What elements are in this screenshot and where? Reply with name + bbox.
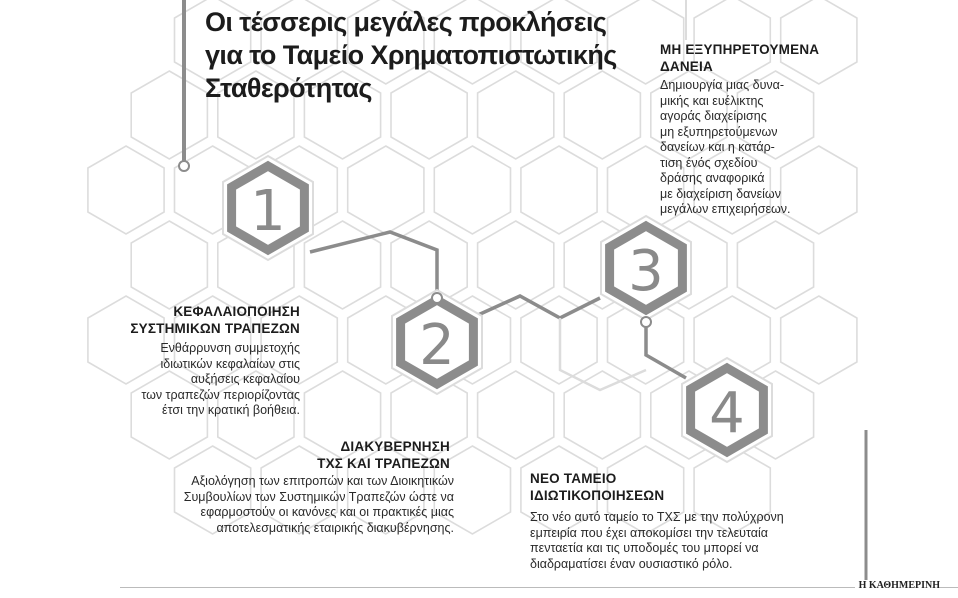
source-logo: Η ΚΑΘΗΜΕΡΙΝΗ bbox=[855, 580, 940, 591]
background-hexagon bbox=[348, 146, 424, 234]
background-hexagon bbox=[131, 221, 207, 309]
challenge-4-heading: ΝΕΟ ΤΑΜΕΙΟ ΙΔΙΩΤΙΚΟΠΟΙΗΣΕΩΝ bbox=[530, 471, 665, 503]
title-line-3: Σταθερότητας bbox=[205, 73, 372, 103]
connector-2-3 bbox=[478, 296, 600, 318]
junction-dot bbox=[179, 161, 189, 171]
background-hexagon bbox=[521, 146, 597, 234]
background-hexagon bbox=[88, 146, 164, 234]
connector-1-2 bbox=[310, 232, 437, 298]
challenge-1-text: Ενθάρρυνση συμμετοχής ιδιωτικών κεφαλαίων στις αυξήσεις κεφαλαίου των τραπεζών περιορίζοντας έτσι την κρατική βοήθεια. bbox=[141, 341, 300, 417]
title-line-1: Οι τέσσερις μεγάλες προκλήσεις bbox=[205, 7, 607, 37]
challenge-2-text: Αξιολόγηση των επιτροπών και των Διοικητικών Συμβουλίων των Συστημικών Τραπεζών ώστε να εφαρμοστούν οι κανόνες και οι πρακτικές μιας αποτελεσματικής εταιρικής διακυβέρνησης. bbox=[183, 474, 454, 535]
background-hexagon bbox=[478, 221, 554, 309]
background-hexagon bbox=[564, 371, 640, 459]
junction-dot bbox=[432, 293, 442, 303]
footer-rule bbox=[120, 587, 958, 588]
challenge-4-text: Στο νέο αυτό ταμείο το ΤΧΣ με την πολύχρονη εμπειρία που έχει αποκομίσει την τελευταία πενταετία και τις υποδομές του μπορεί να διαδραματίσει έναν ουσιαστικό ρόλο. bbox=[530, 510, 784, 571]
diagram-title bbox=[205, 6, 635, 105]
junction-dot bbox=[641, 317, 651, 327]
hexagon-number-4: 4 bbox=[709, 381, 745, 446]
title-line-2: για το Ταμείο Χρηματοπιστωτικής bbox=[205, 40, 617, 70]
hexagon-number-3: 3 bbox=[628, 239, 664, 304]
challenge-2-heading: ΔΙΑΚΥΒΕΡΝΗΣΗ ΤΧΣ ΚΑΙ ΤΡΑΠΕΖΩΝ bbox=[317, 439, 450, 471]
background-hexagon bbox=[737, 221, 813, 309]
challenge-3-heading: ΜΗ ΕΞΥΠΗΡΕΤΟΥΜΕΝΑ ΔΑΝΕΙΑ bbox=[660, 42, 820, 74]
hexagon-number-1: 1 bbox=[250, 179, 286, 244]
challenge-3-text: Δημιουργία μιας δυνα- μικής και ευέλικτης αγοράς διαχείρισης μη εξυπηρετούμενων δανείων και η κατάρ- τιση ένός σχεδίου δράσης αναφορικά με διαχείριση δανείων μεγάλων επιχειρήσεων. bbox=[660, 78, 791, 216]
background-hexagon bbox=[304, 221, 380, 309]
background-hexagon bbox=[434, 146, 510, 234]
connector-3-4 bbox=[646, 322, 686, 378]
background-hexagon bbox=[131, 71, 207, 159]
background-hexagon bbox=[478, 371, 554, 459]
background-hexagon bbox=[781, 296, 857, 384]
connector-faint bbox=[560, 318, 646, 390]
challenge-1-heading: ΚΕΦΑΛΑΙΟΠΟΙΗΣΗ ΣΥΣΤΗΜΙΚΩΝ ΤΡΑΠΕΖΩΝ bbox=[130, 304, 300, 336]
hexagon-number-2: 2 bbox=[419, 313, 455, 378]
